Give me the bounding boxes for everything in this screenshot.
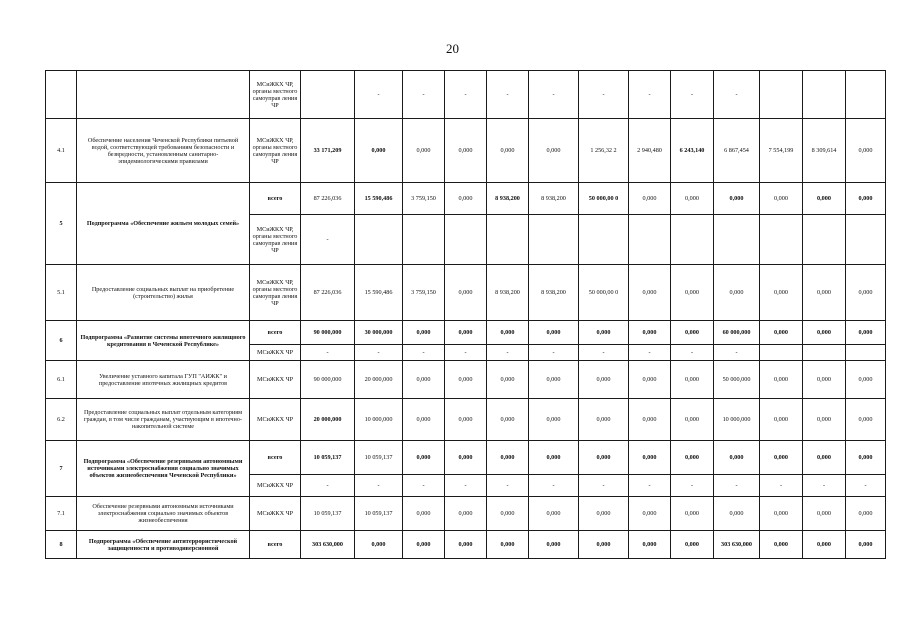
value-cell: 0,000 xyxy=(445,119,487,183)
value-cell: 0,000 xyxy=(629,265,671,321)
value-cell xyxy=(714,215,760,265)
value-cell: 0,000 xyxy=(529,399,579,441)
value-cell: 87 226,036 xyxy=(301,183,355,215)
value-cell xyxy=(445,215,487,265)
value-cell: 0,000 xyxy=(629,531,671,559)
value-cell: 0,000 xyxy=(846,399,886,441)
value-cell: 0,000 xyxy=(445,265,487,321)
row-number: 7.1 xyxy=(46,497,77,531)
value-cell: - xyxy=(355,475,403,497)
value-cell: 0,000 xyxy=(803,321,846,345)
value-cell: 303 630,000 xyxy=(714,531,760,559)
value-cell: - xyxy=(301,345,355,361)
value-cell: - xyxy=(445,345,487,361)
value-cell: 60 000,000 xyxy=(714,321,760,345)
value-cell: 0,000 xyxy=(846,361,886,399)
value-cell: 0,000 xyxy=(487,441,529,475)
value-cell: 0,000 xyxy=(487,119,529,183)
value-cell: 0,000 xyxy=(629,361,671,399)
value-cell: - xyxy=(487,475,529,497)
activity-name: Предоставление социальных выплат отдельным категориям граждан, в том числе гражданам, участвующим в ипотечно-накопительной системе xyxy=(77,399,250,441)
value-cell: 0,000 xyxy=(803,441,846,475)
table-row xyxy=(46,531,886,559)
value-cell: 0,000 xyxy=(671,441,714,475)
value-cell: - xyxy=(671,475,714,497)
executor-cell: всего xyxy=(250,321,301,345)
value-cell: 0,000 xyxy=(629,497,671,531)
value-cell: 0,000 xyxy=(760,265,803,321)
value-cell: 0,000 xyxy=(846,441,886,475)
page-number: 20 xyxy=(446,41,459,56)
value-cell xyxy=(529,215,579,265)
value-cell: 3 759,150 xyxy=(403,183,445,215)
value-cell: 0,000 xyxy=(529,119,579,183)
value-cell: - xyxy=(579,345,629,361)
table-row xyxy=(46,361,886,399)
value-cell: 0,000 xyxy=(355,119,403,183)
row-number: 6 xyxy=(46,321,77,361)
value-cell: - xyxy=(671,345,714,361)
value-cell: 0,000 xyxy=(445,531,487,559)
value-cell xyxy=(846,215,886,265)
value-cell: 0,000 xyxy=(714,183,760,215)
value-cell: 0,000 xyxy=(445,441,487,475)
executor-cell: МСиЖКХ ЧР xyxy=(250,399,301,441)
value-cell: 0,000 xyxy=(355,531,403,559)
value-cell: 2 940,480 xyxy=(629,119,671,183)
value-cell: 0,000 xyxy=(714,497,760,531)
activity-name: Увеличение уставного капитала ГУП "АИЖК" и предоставление ипотечных жилищных кредитов xyxy=(77,361,250,399)
value-cell: - xyxy=(579,475,629,497)
value-cell: 8 309,614 xyxy=(803,119,846,183)
table-row xyxy=(46,119,886,183)
table-row xyxy=(46,497,886,531)
value-cell xyxy=(846,71,886,119)
value-cell: 0,000 xyxy=(846,183,886,215)
value-cell: - xyxy=(487,345,529,361)
row-number xyxy=(46,71,77,119)
value-cell: 0,000 xyxy=(760,531,803,559)
value-cell xyxy=(760,71,803,119)
value-cell: 0,000 xyxy=(487,497,529,531)
executor-cell: МСиЖКХ ЧР, органы местного самоуправ ления ЧР xyxy=(250,265,301,321)
value-cell: 0,000 xyxy=(846,119,886,183)
value-cell: 0,000 xyxy=(629,399,671,441)
value-cell: 0,000 xyxy=(579,321,629,345)
value-cell: 0,000 xyxy=(671,183,714,215)
value-cell: - xyxy=(355,345,403,361)
row-number: 6.2 xyxy=(46,399,77,441)
value-cell: 0,000 xyxy=(445,497,487,531)
value-cell: 0,000 xyxy=(579,361,629,399)
row-number: 8 xyxy=(46,531,77,559)
value-cell: - xyxy=(487,71,529,119)
value-cell: 0,000 xyxy=(487,361,529,399)
value-cell: 0,000 xyxy=(403,119,445,183)
value-cell: - xyxy=(355,71,403,119)
value-cell: 8 938,200 xyxy=(487,183,529,215)
value-cell xyxy=(803,71,846,119)
value-cell: 0,000 xyxy=(803,265,846,321)
value-cell: - xyxy=(445,475,487,497)
value-cell: 33 171,209 xyxy=(301,119,355,183)
executor-cell: всего xyxy=(250,531,301,559)
value-cell: - xyxy=(579,71,629,119)
value-cell: 7 554,199 xyxy=(760,119,803,183)
value-cell: 0,000 xyxy=(529,497,579,531)
executor-cell: МСиЖКХ ЧР xyxy=(250,497,301,531)
value-cell: 50 000,00 0 xyxy=(579,265,629,321)
value-cell: 20 000,000 xyxy=(301,399,355,441)
value-cell: 0,000 xyxy=(403,399,445,441)
value-cell: 0,000 xyxy=(403,321,445,345)
value-cell: 0,000 xyxy=(671,399,714,441)
activity-name: Подпрограмма «Обеспечение жильем молодых семей» xyxy=(77,183,250,265)
activity-name: Подпрограмма «Обеспечение резервными автономными источниками электроснабжения социально значимых объектов жизнеобеспечения Чеченской Республики» xyxy=(77,441,250,497)
value-cell: 15 590,486 xyxy=(355,265,403,321)
table-row xyxy=(46,71,886,119)
row-number: 5.1 xyxy=(46,265,77,321)
table-row xyxy=(46,265,886,321)
value-cell: 0,000 xyxy=(445,183,487,215)
value-cell: - xyxy=(629,345,671,361)
value-cell: 10 000,000 xyxy=(714,399,760,441)
executor-cell: всего xyxy=(250,441,301,475)
value-cell: 0,000 xyxy=(760,183,803,215)
value-cell: 0,000 xyxy=(803,531,846,559)
row-number: 7 xyxy=(46,441,77,497)
activity-name xyxy=(77,71,250,119)
value-cell: - xyxy=(760,475,803,497)
value-cell xyxy=(403,215,445,265)
value-cell: - xyxy=(403,475,445,497)
value-cell: - xyxy=(803,475,846,497)
value-cell: 0,000 xyxy=(445,321,487,345)
executor-cell: МСиЖКХ ЧР xyxy=(250,345,301,361)
table-row xyxy=(46,441,886,475)
value-cell: - xyxy=(629,475,671,497)
value-cell: 0,000 xyxy=(714,441,760,475)
value-cell: 0,000 xyxy=(846,531,886,559)
value-cell: 0,000 xyxy=(403,497,445,531)
value-cell: 0,000 xyxy=(760,441,803,475)
value-cell: 0,000 xyxy=(487,399,529,441)
row-number: 6.1 xyxy=(46,361,77,399)
value-cell: 0,000 xyxy=(487,531,529,559)
value-cell: 0,000 xyxy=(760,399,803,441)
value-cell: 50 000,00 0 xyxy=(579,183,629,215)
value-cell: 0,000 xyxy=(445,399,487,441)
value-cell: - xyxy=(301,475,355,497)
row-number: 4.1 xyxy=(46,119,77,183)
executor-cell: МСиЖКХ ЧР, органы местного самоуправ ления ЧР xyxy=(250,71,301,119)
value-cell: 0,000 xyxy=(579,441,629,475)
value-cell: - xyxy=(529,475,579,497)
value-cell: 303 630,000 xyxy=(301,531,355,559)
value-cell: - xyxy=(403,345,445,361)
value-cell: 0,000 xyxy=(803,497,846,531)
value-cell: - xyxy=(301,215,355,265)
value-cell xyxy=(760,345,803,361)
value-cell xyxy=(355,215,403,265)
value-cell: 0,000 xyxy=(671,265,714,321)
value-cell: - xyxy=(846,475,886,497)
value-cell: 0,000 xyxy=(760,321,803,345)
value-cell: 10 000,000 xyxy=(355,399,403,441)
value-cell: 0,000 xyxy=(760,497,803,531)
value-cell: 0,000 xyxy=(403,531,445,559)
table-row xyxy=(46,321,886,345)
value-cell: 0,000 xyxy=(529,361,579,399)
value-cell: 0,000 xyxy=(671,321,714,345)
value-cell: 0,000 xyxy=(529,321,579,345)
value-cell: 6 867,454 xyxy=(714,119,760,183)
value-cell: 0,000 xyxy=(846,265,886,321)
value-cell: - xyxy=(529,345,579,361)
value-cell: - xyxy=(714,345,760,361)
executor-cell: всего xyxy=(250,183,301,215)
value-cell: 0,000 xyxy=(579,399,629,441)
table-body xyxy=(46,71,886,559)
value-cell: 0,000 xyxy=(487,321,529,345)
activity-name: Обеспечение резервными автономными источниками электроснабжения социально значимых объектов жизнеобеспечения xyxy=(77,497,250,531)
value-cell: 50 000,000 xyxy=(714,361,760,399)
value-cell: 0,000 xyxy=(671,531,714,559)
value-cell: 15 590,486 xyxy=(355,183,403,215)
executor-cell: МСиЖКХ ЧР, органы местного самоуправ ления ЧР xyxy=(250,119,301,183)
value-cell xyxy=(629,215,671,265)
value-cell: 0,000 xyxy=(529,531,579,559)
value-cell: 0,000 xyxy=(629,183,671,215)
value-cell: 10 059,137 xyxy=(355,497,403,531)
value-cell: 0,000 xyxy=(803,399,846,441)
value-cell xyxy=(579,215,629,265)
value-cell: 30 000,000 xyxy=(355,321,403,345)
value-cell: - xyxy=(714,475,760,497)
value-cell: 90 000,000 xyxy=(301,361,355,399)
value-cell: 90 000,000 xyxy=(301,321,355,345)
value-cell xyxy=(671,215,714,265)
activity-name: Подпрограмма «Обеспечение антитеррористической защищенности и противодиверсионной xyxy=(77,531,250,559)
value-cell xyxy=(803,345,846,361)
value-cell: 3 759,150 xyxy=(403,265,445,321)
value-cell: 0,000 xyxy=(760,361,803,399)
value-cell: 87 226,036 xyxy=(301,265,355,321)
value-cell xyxy=(803,215,846,265)
value-cell: 0,000 xyxy=(529,441,579,475)
value-cell: 0,000 xyxy=(445,361,487,399)
value-cell xyxy=(760,215,803,265)
value-cell: 10 059,137 xyxy=(301,441,355,475)
value-cell: 0,000 xyxy=(846,497,886,531)
row-number: 5 xyxy=(46,183,77,265)
value-cell: 8 938,200 xyxy=(487,265,529,321)
executor-cell: МСиЖКХ ЧР, органы местного самоуправ ления ЧР xyxy=(250,215,301,265)
value-cell: - xyxy=(671,71,714,119)
value-cell: - xyxy=(403,71,445,119)
activity-name: Обеспечение населения Чеченской Республики питьевой водой, соответствующей требованиям безопасности и безвредности, установленным санитарно-эпидемиологическими правилами xyxy=(77,119,250,183)
value-cell: 8 938,200 xyxy=(529,265,579,321)
value-cell: 0,000 xyxy=(579,497,629,531)
executor-cell: МСиЖКХ ЧР xyxy=(250,361,301,399)
value-cell: 1 256,32 2 xyxy=(579,119,629,183)
value-cell: 6 243,140 xyxy=(671,119,714,183)
value-cell: 10 059,137 xyxy=(355,441,403,475)
value-cell: - xyxy=(445,71,487,119)
value-cell: 0,000 xyxy=(629,441,671,475)
budget-table xyxy=(45,70,886,559)
value-cell xyxy=(301,71,355,119)
value-cell: 0,000 xyxy=(629,321,671,345)
value-cell: 0,000 xyxy=(671,497,714,531)
activity-name: Предоставление социальных выплат на приобретение (строительство) жилья xyxy=(77,265,250,321)
table-row xyxy=(46,399,886,441)
value-cell: 10 059,137 xyxy=(301,497,355,531)
value-cell: 20 000,000 xyxy=(355,361,403,399)
value-cell xyxy=(487,215,529,265)
value-cell: - xyxy=(714,71,760,119)
value-cell: - xyxy=(629,71,671,119)
value-cell: 0,000 xyxy=(403,441,445,475)
executor-cell: МСиЖКХ ЧР xyxy=(250,475,301,497)
value-cell: 0,000 xyxy=(803,361,846,399)
value-cell: 0,000 xyxy=(671,361,714,399)
value-cell xyxy=(846,345,886,361)
value-cell: - xyxy=(529,71,579,119)
value-cell: 0,000 xyxy=(403,361,445,399)
value-cell: 0,000 xyxy=(579,531,629,559)
activity-name: Подпрограмма «Развитие системы ипотечного жилищного кредитования в Чеченской Республике» xyxy=(77,321,250,361)
value-cell: 8 938,200 xyxy=(529,183,579,215)
value-cell: 0,000 xyxy=(714,265,760,321)
value-cell: 0,000 xyxy=(846,321,886,345)
table-row xyxy=(46,183,886,215)
value-cell: 0,000 xyxy=(803,183,846,215)
